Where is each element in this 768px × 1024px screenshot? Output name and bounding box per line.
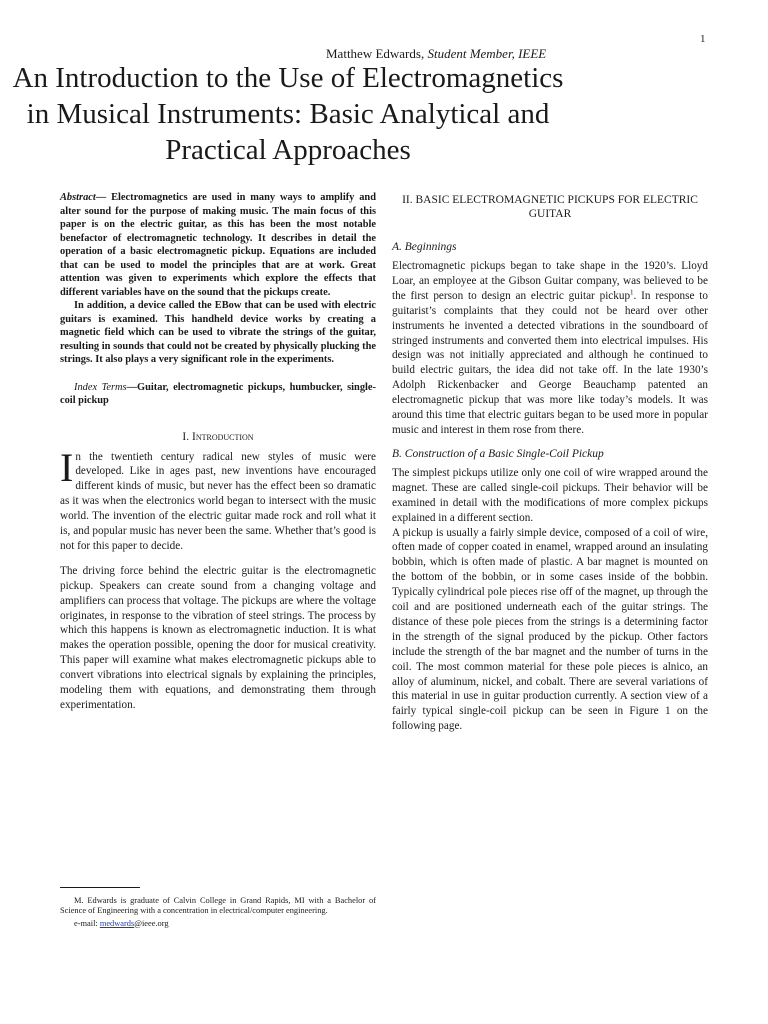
page-number: 1: [700, 33, 706, 45]
beginnings-text-1: Electromagnetic pickups began to take shape in the 1920’s. Lloyd Loar, an employee at the Gibson Guitar company, was believed to be the first person to design an electric guitar pickup: [392, 260, 708, 302]
section-heading-pickups: II. BASIC ELECTROMAGNETIC PICKUPS FOR ELECTRIC GUITAR: [402, 194, 698, 220]
footnote-rule: [60, 887, 140, 888]
left-column: [60, 191, 376, 713]
intro-paragraph-1: [60, 444, 376, 554]
beginnings-paragraph: [392, 259, 708, 438]
intro-paragraph-2: The driving force behind the electric guitar is the electromagnetic pickup. Speakers can create sound from a changing voltage and amplifiers can process that voltage. The pickups are where the voltage originates, in response to the vibration of steel strings. The process by which this happens is known as electromagnetic induction. It is what makes the operation possible, opening the door for musical creativity. This paper will examine what makes electromagnetic pickups able to convert vibrations into electrical signals by explaining the principles, modeling them with equations, and demonstrating them through experimentation.: [60, 564, 376, 711]
abstract-lead: Abstract: [60, 192, 96, 203]
footnote-text: M. Edwards is graduate of Calvin College in Grand Rapids, MI with a Bachelor of Science of Engineering with a concentration in electrical/computer engineering.: [60, 896, 376, 916]
paper-title: An Introduction to the Use of Electromagnetics in Musical Instruments: Basic Analytical and Practical Approaches: [12, 62, 564, 166]
drop-cap: I: [60, 444, 74, 490]
construction-paragraph-1: The simplest pickups utilize only one coil of wire wrapped around the magnet. These are called single-coil pickups. Their behavior will be examined in detail with the modifications of more complex pickups explained in a different section.: [392, 466, 708, 524]
construction-paragraph-2: A pickup is usually a fairly simple device, composed of a coil of wire, often made of copper coated in enamel, wrapped around an insulating bobbin, which is often made of plastic. A bar magnet is mounted on the bottom of the bobbin, or in some cases inside of the bobbin. Typically cylindrical pole pieces rise off of the magnet, up through the coil and are positioned underneath each of the guitar strings. The distance of these pole pieces from the strings is a determining factor in the strength of the signal produced by the pickup. Other factors include the strength of the bar magnet and the number of turns in the coil. The most common material for these pole pieces is alnico, an alloy of aluminum, nickel, and cobalt. There are several variations of this material in use in guitar production currently. A section view of a fairly typical single-coil pickup can be seen in Figure 1 on the following page.: [392, 526, 708, 733]
footnote-marker: 1: [630, 288, 634, 297]
section-heading-introduction: I. Introduction: [182, 430, 254, 443]
subsection-heading-beginnings: A. Beginnings: [392, 241, 457, 253]
author-affiliation: Student Member, IEEE: [427, 46, 547, 61]
footnote-email: [60, 919, 376, 929]
email-label: e-mail:: [74, 919, 100, 929]
index-terms-text: —Guitar, electromagnetic pickups, humbucker, single-coil pickup: [60, 381, 376, 406]
footnote: [60, 896, 376, 930]
right-column: [392, 193, 708, 734]
intro-paragraph-1-text: n the twentieth century radical new styles of music were developed. Like in ages past, new inventions have encouraged different kinds of music, but never has the effect been so dramatic as it was when the electronics world began to intersect with the music world. The invention of the electric guitar made rock and roll what it is, and popular music has never been the same. Whether that’s good is not for this paper to decide.: [60, 450, 376, 552]
author-name: Matthew Edwards,: [326, 46, 425, 61]
email-link[interactable]: medwards: [99, 919, 135, 929]
email-domain: @ieee.org: [134, 919, 169, 929]
abstract: [60, 191, 376, 367]
abstract-dash: —: [95, 192, 112, 203]
abstract-paragraph-2: In addition, a device called the EBow that can be used with electric guitars is examined. This handheld device works by creating a magnetic field which can be used to vibrate the strings of the guitar, resulting in sounds that could not be created by physically plucking the strings. It also plays a very significant role in the experiments.: [60, 300, 376, 365]
index-terms: [60, 381, 376, 408]
abstract-paragraph-1: Electromagnetics are used in many ways to amplify and alter sound for the purpose of making music. The main focus of this paper is on the electric guitar, as this has been the most notable benefactor of electromagnetic technology. It describes in detail the operation of a basic electromagnetic pickup. Equations are included that can be used to model the principles that are at work. Great attention was given to experiments which explore the effects that different variables have on the sound that the pickups create.: [60, 192, 376, 298]
index-terms-lead: Index Terms: [74, 381, 127, 393]
subsection-heading-construction: B. Construction of a Basic Single-Coil Pickup: [392, 447, 604, 460]
beginnings-text-2: . In response to guitarist’s complaints that they could not be heard over other instruments he invented a detected vibrations in the soundboard of stringed instruments and converted them into electrical impulses. His design was not initially appreciated and although he continued to build electric guitars, the idea did not take off. In the late 1930’s Adolph Rickenbacker and George Beauchamp patented an electromagnetic pickup that was more like today’s models. It was around this time that electric guitars began to be used more in popular music and interest in them rose from there.: [392, 289, 708, 436]
